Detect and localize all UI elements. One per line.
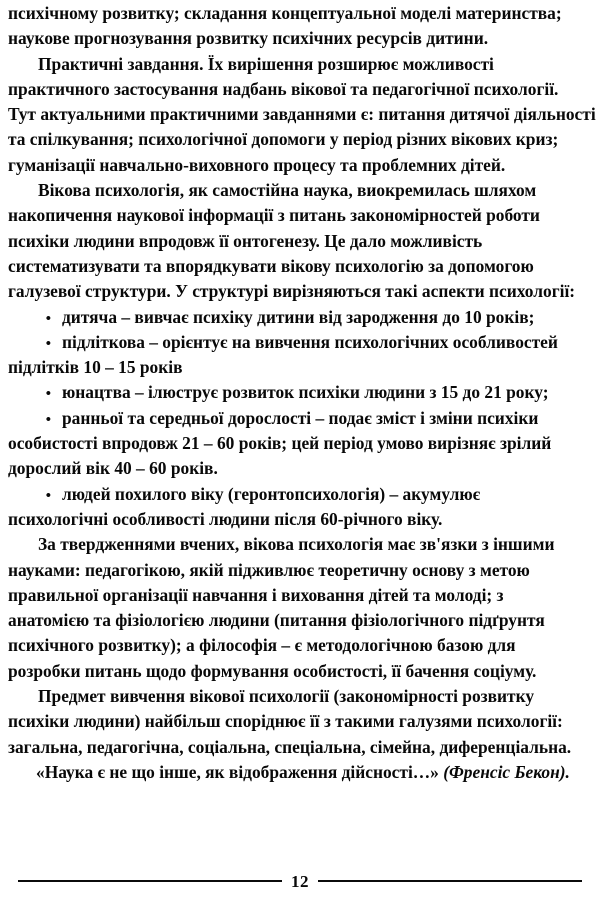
text-line: психіки людини) найбільш споріднює її з такими галузями психології: (8, 711, 563, 732)
bullet-icon: • (45, 335, 51, 352)
text-line: Предмет вивчення вікової психології (закономірності розвитку (38, 686, 535, 707)
text-line: практичного застосування надбань вікової та педагогічної психології. (8, 78, 559, 99)
page-number: 12 (291, 871, 309, 891)
text-line: систематизувати та впорядкувати вікову психологію за допомогою (8, 255, 534, 276)
bullet-icon: • (45, 310, 51, 327)
quote-text: «Наука є не що інше, як відображення дійсності…» (36, 761, 439, 782)
list-item (8, 382, 592, 407)
text-line: правильної організації навчання і виховання дітей та молоді; з (8, 584, 504, 605)
text-line: психічного розвитку); а філософія – є методологічною базою для (8, 635, 516, 656)
list-item (8, 307, 592, 332)
text-line: Практичні завдання. Їх вирішення розширює можливості (38, 53, 494, 74)
text-line: гуманізації навчально-виховного процесу та проблемних дітей. (8, 154, 506, 175)
text-line: наукове прогнозування розвитку психічних ресурсів дитини. (8, 28, 489, 49)
list-item-text: людей похилого віку (геронтопсихологія) – акумулює (62, 483, 481, 504)
text-line: психічному розвитку; складання концептуальної моделі материнства; (8, 3, 562, 23)
list-item (8, 408, 592, 433)
text-line: Тут актуальними практичними завданнями є: питання дитячої діяльності (8, 104, 596, 125)
bullet-icon: • (45, 411, 51, 428)
list-item-continuation: підлітків 10 – 15 років (8, 357, 183, 378)
text-line: загальна, педагогічна, соціальна, спеціальна, сімейна, диференціальна. (8, 736, 572, 757)
list-item (8, 484, 592, 509)
quote-attribution: (Френсіс Бекон). (443, 761, 570, 782)
paragraph-1 (8, 3, 592, 54)
text-line: розробки питань щодо формування особистості, її бачення соціуму. (8, 660, 537, 681)
bullet-icon: • (45, 386, 51, 403)
footer-rule-right (318, 880, 582, 882)
text-line: психіки людини впродовж її онтогенезу. Це дало можливість (8, 230, 483, 251)
paragraph-4 (8, 534, 592, 686)
list-item-text: підліткова – орієнтує на вивчення психологічних особливостей (62, 331, 558, 352)
list-item-continuation: особистості впродовж 21 – 60 років; цей період умово вирізняє зрілий (8, 433, 552, 454)
list-item-continuation: дорослий вік 40 – 60 років. (8, 458, 218, 479)
list-item-text: ранньої та середньої дорослості – подає зміст і зміни психіки (62, 407, 539, 428)
text-line: науками: педагогікою, якій підживлює теоретичну основу з метою (8, 559, 530, 580)
paragraph-2 (8, 53, 596, 180)
list-item-continuation: психологічні особливості людини після 60-річного віку. (8, 508, 443, 529)
quote-line (8, 762, 592, 787)
footer-rule-left (18, 880, 282, 882)
bullet-list (8, 307, 592, 535)
list-item (8, 332, 592, 357)
bullet-icon: • (45, 487, 51, 504)
page-footer (0, 869, 600, 893)
text-line: галузевої структури. У структурі вирізняються такі аспекти психології: (8, 281, 576, 302)
text-line: анатомією та фізіологією людини (питання фізіологічного підґрунтя (8, 610, 545, 631)
text-line: та спілкування; психологічної допомоги у період різних вікових криз; (8, 129, 559, 150)
list-item-text: дитяча – вивчає психіку дитини від зародження до 10 років; (62, 306, 535, 327)
text-line: накопичення наукової інформації з питань закономірностей роботи (8, 205, 540, 226)
text-line: За твердженнями вчених, вікова психологія має зв'язки з іншими (38, 534, 555, 555)
list-item-text: юнацтва – ілюструє розвиток психіки людини з 15 до 21 року; (62, 382, 549, 403)
paragraph-5 (8, 686, 592, 762)
paragraph-3 (8, 180, 592, 306)
text-line: Вікова психологія, як самостійна наука, виокремилась шляхом (38, 180, 537, 201)
closing-quote (8, 762, 592, 787)
